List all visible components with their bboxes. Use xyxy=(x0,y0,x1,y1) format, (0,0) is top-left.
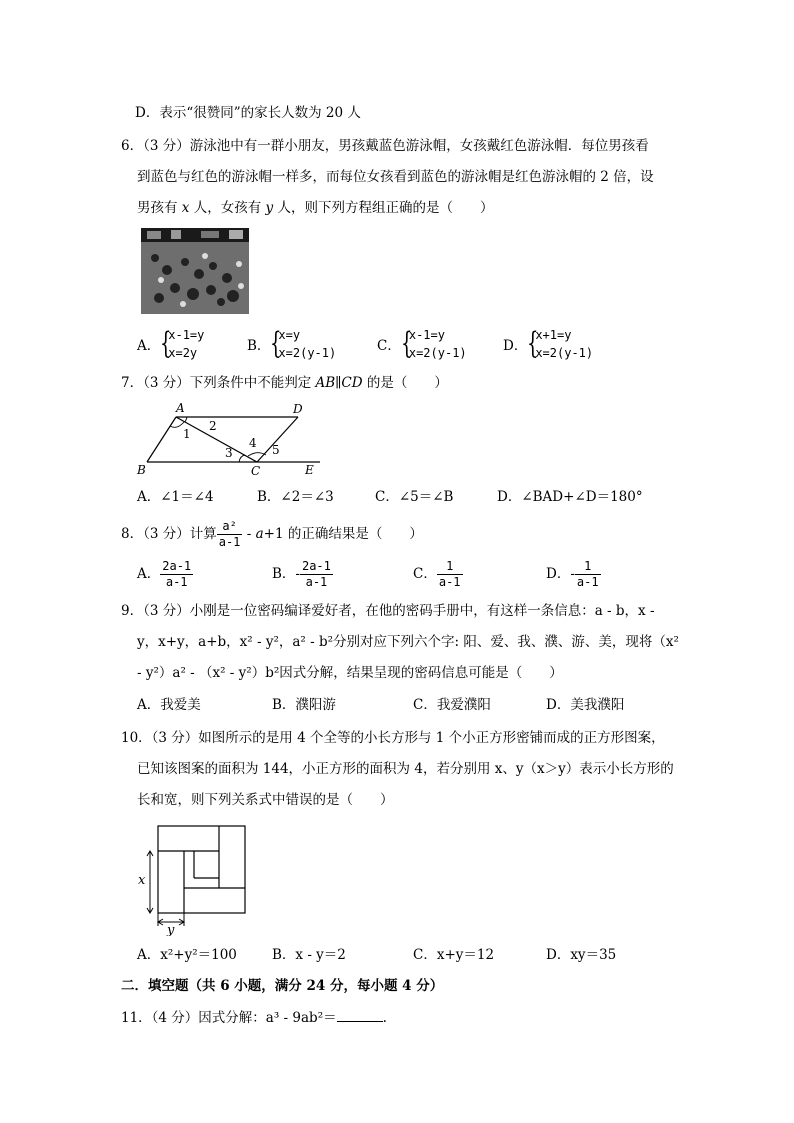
label-e: E xyxy=(305,463,314,477)
q8-option-b[interactable]: B．- $\frac{2a-1}{a-1}$ xyxy=(272,559,331,589)
q10-square-pattern-figure xyxy=(134,822,250,936)
angle-3-label: 3 xyxy=(225,446,233,460)
q6-text-line2: 到蓝色与红色的游泳帽一样多，而每位女孩看到蓝色的游泳帽是红色游泳帽的 2 倍，设 xyxy=(137,169,654,185)
q10-option-b[interactable]: B．x - y＝2 xyxy=(272,947,346,963)
q11-answer-blank[interactable] xyxy=(337,1009,383,1022)
q9-text-line1: 9．（3 分）小刚是一位密码编译爱好者，在他的密码手册中，有这样一条信息：a - b，x - xyxy=(121,603,655,619)
q6-option-b[interactable]: B． { x=y x=2(y-1) xyxy=(247,326,337,361)
q8-text: 8．（3 分）计算 $\frac{\text{a²}}{a-1}$ - a+1 的正确结果是（ ） xyxy=(121,519,423,549)
swimming-pool-photo xyxy=(141,228,249,314)
q11-text: 11．（4 分）因式分解：a³ - 9ab²＝ . xyxy=(121,1010,387,1026)
label-a: A xyxy=(176,401,185,415)
label-c: C xyxy=(251,464,261,478)
q9-option-c[interactable]: C．我爱濮阳 xyxy=(413,697,491,713)
q10-option-c[interactable]: C．x+y＝12 xyxy=(413,947,495,963)
label-d: D xyxy=(293,402,303,416)
q9-text-line2: y，x+y，a+b，x² - y²，a² - b²分别对应下列六个字: 阳、爱、我、濮、游、美，现将（x² xyxy=(137,634,679,650)
q9-option-a[interactable]: A．我爱美 xyxy=(137,697,201,713)
q10-text-line3: 长和宽，则下列关系式中错误的是（ ） xyxy=(137,792,394,808)
q8-option-d[interactable]: D．- $\frac{1}{a-1}$ xyxy=(546,559,599,589)
q8-option-c[interactable]: C． $\frac{1}{a-1}$ xyxy=(413,559,461,589)
q7-option-b[interactable]: B．∠2＝∠3 xyxy=(257,489,334,505)
q5-option-d: D．表示“很赞同”的家长人数为 20 人 xyxy=(135,105,361,121)
q7-text: 7．（3 分）下列条件中不能判定 AB∥CD 的是（ ） xyxy=(121,375,448,391)
label-x: x xyxy=(138,873,146,888)
q10-text-line1: 10．（3 分）如图所示的是用 4 个全等的小长方形与 1 个小正方形密铺而成的正方形图案， xyxy=(121,730,665,746)
q7-option-c[interactable]: C．∠5＝∠B xyxy=(375,489,454,505)
q7-option-d[interactable]: D．∠BAD+∠D＝180° xyxy=(497,489,643,505)
q10-option-a[interactable]: A．x²+y²＝100 xyxy=(137,947,237,963)
label-y: y xyxy=(167,923,175,936)
q7-option-a[interactable]: A．∠1＝∠4 xyxy=(137,489,214,505)
q7-parallelogram-figure xyxy=(135,400,325,478)
q6-text-line1: 6．（3 分）游泳池中有一群小朋友，男孩戴蓝色游泳帽，女孩戴红色游泳帽．每位男孩看 xyxy=(121,138,649,154)
q6-option-d[interactable]: D． { x+1=y x=2(y-1) xyxy=(503,326,594,361)
angle-5-label: 5 xyxy=(272,443,280,457)
angle-2-label: 2 xyxy=(209,419,217,433)
q10-text-line2: 已知该图案的面积为 144，小正方形的面积为 4，若分别用 x、y（x＞y）表示小长方形的 xyxy=(137,761,674,777)
label-b: B xyxy=(137,463,146,477)
angle-1-label: 1 xyxy=(183,427,191,441)
section-fill-in-heading: 二．填空题（共 6 小题，满分 24 分，每小题 4 分） xyxy=(121,978,444,994)
q6-option-a[interactable]: A． { x-1=y x=2y xyxy=(137,326,205,361)
q9-option-b[interactable]: B．濮阳游 xyxy=(272,697,336,713)
q8-option-a[interactable]: A． $\frac{2a-1}{a-1}$ xyxy=(137,559,192,589)
q6-options xyxy=(137,326,757,366)
q6-text-line3: 男孩有 x 人，女孩有 y 人，则下列方程组正确的是（ ） xyxy=(137,200,494,216)
q9-option-d[interactable]: D．美我濮阳 xyxy=(546,697,625,713)
angle-4-label: 4 xyxy=(249,436,257,450)
q9-text-line3: - y²）a² - （x² - y²）b²因式分解，结果呈现的密码信息可能是（ ） xyxy=(137,665,563,681)
q10-option-d[interactable]: D．xy＝35 xyxy=(546,947,617,963)
q6-option-c[interactable]: C． { x-1=y x=2(y-1) xyxy=(377,326,467,361)
